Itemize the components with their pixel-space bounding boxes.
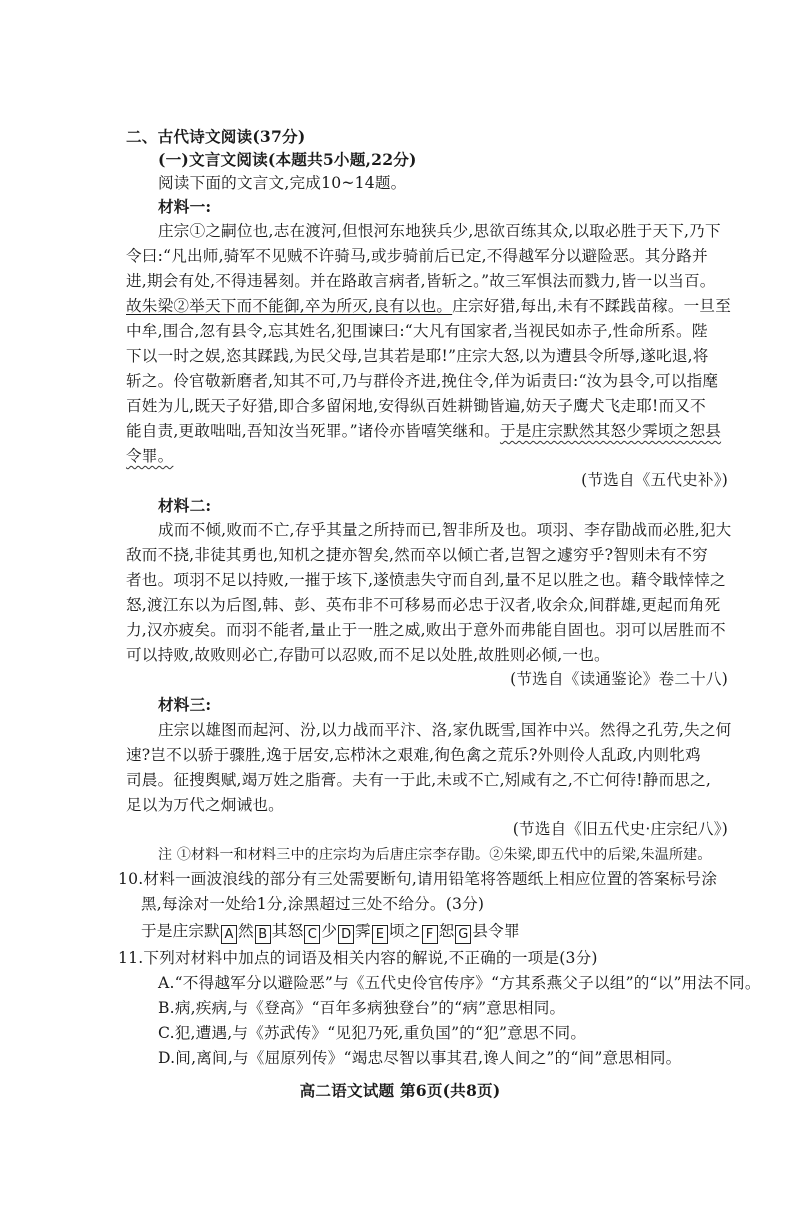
- material-1-line-9: [126, 420, 721, 442]
- wavy-underlined-sentence: 于是庄宗默然其怒少霁顷之恕县: [499, 422, 722, 440]
- material-2-line: 可以持败,故败则必亡,存勖可以忍败,而不足以处胜,故胜则必倾,一也。: [126, 646, 610, 664]
- question-11-option-d[interactable]: D.间,离间,与《屈原列传》“竭忠尽智以事其君,谗人间之”的“间”意思相同。: [158, 1049, 682, 1067]
- material-2-line: 怒,渡江东以为后图,韩、彭、英布非不可移易而必忠于汉者,收余众,间群雄,更起而角死: [126, 596, 721, 614]
- material-2-line: 者也。项羽不足以持败,一摧于垓下,遂愤恚失守而自刭,量不足以胜之也。藉令戢悻悻之: [126, 571, 726, 589]
- material-1-source: (节选自《五代史补》): [581, 471, 728, 489]
- wavy-underlined-end: 令罪。: [126, 447, 174, 465]
- material-1-line: 庄宗①之嗣位也,志在渡河,但恨河东地狭兵少,思欲百练其众,以取必胜于天下,乃下: [158, 222, 721, 240]
- instruction: 阅读下面的文言文,完成10~14题。: [158, 174, 407, 192]
- segment: 少: [321, 922, 338, 940]
- material-1-line-10: [126, 445, 173, 467]
- answer-box-a[interactable]: A: [221, 925, 237, 944]
- material-1-line: 令曰:“凡出师,骑军不见贼不许骑马,或步骑前后已定,不得越军分以避险恶。其分路并: [126, 247, 708, 265]
- segment: 然: [237, 922, 254, 940]
- material-1-line: 中牟,围合,忽有县令,忘其姓名,犯围谏曰:“大凡有国家者,当视民如赤子,性命所系。陛: [126, 322, 708, 340]
- segment: 县令罪: [472, 922, 520, 940]
- question-10-line-1: 10.材料一画波浪线的部分有三处需要断句,请用铅笔将答题纸上相应位置的答案标号涂: [118, 870, 718, 888]
- question-11-option-b[interactable]: B.病,疾病,与《登高》“百年多病独登台”的“病”意思相同。: [158, 999, 566, 1017]
- material-3-heading: 材料三:: [158, 695, 212, 714]
- question-10-options: [141, 920, 520, 944]
- material-2-line: 敌而不挠,非徒其勇也,知机之捷亦智矣,然而卒以倾亡者,岂智之遽穷乎?智则未有不穷: [126, 546, 708, 564]
- material-1-line-3: [126, 295, 731, 317]
- answer-box-c[interactable]: C: [304, 925, 320, 944]
- material-2-heading: 材料二:: [158, 496, 212, 515]
- material-1-heading: 材料一:: [158, 197, 212, 216]
- material-3-line: 庄宗以雄图而起河、汾,以力战而平汴、洛,家仇既雪,国祚中兴。然得之孔劳,失之何: [158, 721, 732, 739]
- material-1-line-9-text: 能自责,更敢咄咄,吾知汝当死罪。”诸伶亦皆嘻笑继和。: [126, 422, 500, 440]
- material-2-line: 力,汉亦疲矣。而羽不能者,量止于一胜之威,败出于意外而弗能自固也。羽可以居胜而不: [126, 621, 726, 639]
- segment: 于是庄宗默: [141, 922, 220, 940]
- question-11-option-a[interactable]: A.“不得越军分以避险恶”与《五代史伶官传序》“方其系燕父子以组”的“以”用法不同。: [158, 974, 761, 992]
- segment: 其怒: [271, 922, 304, 940]
- material-1-line: 进,期会有处,不得违晷刻。并在路敢言病者,皆斩之。”故三军惧法而戮力,皆一以当百。: [126, 272, 716, 290]
- page-footer: 高二语文试题 第6页(共8页): [299, 1081, 501, 1100]
- material-1-line: 百姓为儿,既天子好猎,即合多留闲地,安得纵百姓耕锄皆遍,妨天子鹰犬飞走耶!而又不: [126, 397, 706, 415]
- question-11-option-c[interactable]: C.犯,遭遇,与《苏武传》“见犯乃死,重负国”的“犯”意思不同。: [158, 1024, 587, 1042]
- answer-box-g[interactable]: G: [455, 925, 471, 944]
- material-2-source: (节选自《读通鉴论》卷二十八): [510, 670, 728, 688]
- footnote: 注 ①材料一和材料三中的庄宗均为后唐庄宗李存勖。②朱梁,即五代中的后梁,朱温所建。: [158, 847, 712, 863]
- material-2-line: 成而不倾,败而不亡,存乎其量之所持而已,智非所及也。项羽、李存勖战而必胜,犯大: [158, 521, 732, 539]
- material-1-line: 斩之。伶官敬新磨者,知其不可,乃与群伶齐进,挽住令,佯为诟责曰:“汝为县令,可以指麾: [126, 372, 719, 390]
- answer-box-b[interactable]: B: [255, 925, 271, 944]
- subsection-title: (一)文言文阅读(本题共5小题,22分): [158, 150, 417, 169]
- question-11-stem: 11.下列对材料中加点的词语及相关内容的解说,不正确的一项是(3分): [118, 949, 598, 967]
- question-10-line-2: 黑,每涂对一处给1分,涂黑超过三处不给分。(3分): [141, 895, 485, 913]
- material-1-line: 下以一时之娱,恣其蹂践,为民父母,岂其若是耶!”庄宗大怒,以为遭县令所辱,遂叱退,将: [126, 347, 709, 365]
- material-3-line: 足以为万代之炯诫也。: [126, 796, 284, 814]
- segment: 霁: [355, 922, 371, 940]
- material-3-line: 速?岂不以骄于骤胜,逸于居安,忘栉沐之艰难,徇色禽之荒乐?外则伶人乱政,内则牝鸡: [126, 746, 701, 764]
- material-3-line: 司晨。征搜舆赋,竭万姓之脂膏。夫有一于此,未或不亡,矧咸有之,不亡何待!静而思之,: [126, 771, 712, 789]
- answer-box-f[interactable]: F: [422, 925, 438, 944]
- answer-box-e[interactable]: E: [372, 925, 388, 944]
- segment: 顷之: [388, 922, 421, 940]
- material-3-source: (节选自《旧五代史·庄宗纪八》): [512, 820, 728, 838]
- material-1-line-3-rest: 庄宗好猎,每出,未有不蹂践苗稼。一旦至: [452, 297, 732, 315]
- segment: 恕: [438, 922, 455, 940]
- underlined-sentence: 故朱梁②举天下而不能御,卒为所灭,良有以也。: [126, 297, 453, 315]
- section-title: 二、古代诗文阅读(37分): [126, 127, 306, 146]
- answer-box-d[interactable]: D: [338, 925, 354, 944]
